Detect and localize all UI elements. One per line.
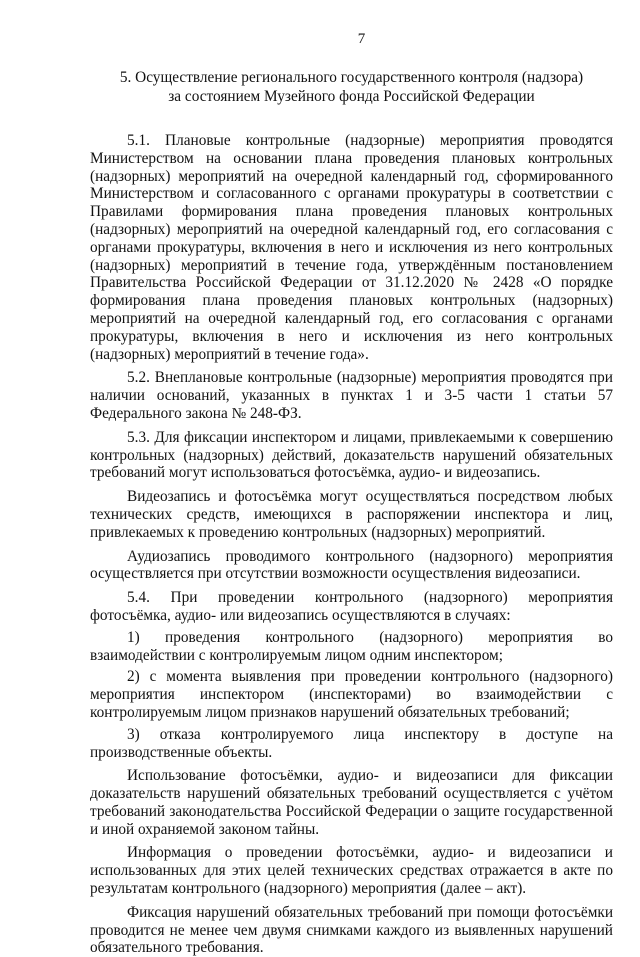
paragraph-5-1: 5.1. Плановые контрольные (надзорные) мероприятия проводятся Министерством на основании плана проведения плановых контрольных (надзорных) мероприятий на очередной календарный год, сформированного Министерством и согласованного с органами прокуратуры в соответствии с Правилами формирования плана проведения плановых контрольных (надзорных) мероприятий на очередной календарный год, его согласования с органами прокуратуры, включения в него и исключения из него контрольных (надзорных) мероприятий в течение года, утверждённым постановлением Правительства Российской Федерации от 31.12.2020 № 2428 «О порядке формирования плана проведения плановых контрольных (надзорных) мероприятий на очередной календарный год, его согласования с органами прокуратуры, включения в него и исключения из него контрольных (надзорных) мероприятий в течение года». <box>90 132 613 363</box>
paragraph-information: Информация о проведении фотосъёмки, аудио- и видеозаписи и использованных для этих целей технических средствах отражается в акте по результатам контрольного (надзорного) мероприятия (далее – акт). <box>90 844 613 898</box>
section-heading <box>90 68 613 106</box>
paragraph-usage: Использование фотосъёмки, аудио- и видеозаписи для фиксации доказательств нарушений обязательных требований осуществляется с учётом требований законодательства Российской Федерации о защите государственной и иной охраняемой законом тайны. <box>90 767 613 838</box>
list-item-3: 3) отказа контролируемого лица инспектору в доступе на производственные объекты. <box>90 725 613 761</box>
paragraph-5-2: 5.2. Внеплановые контрольные (надзорные) мероприятия проводятся при наличии оснований, указанных в пунктах 1 и 3-5 части 1 статьи 57 Федерального закона № 248-ФЗ. <box>90 369 613 422</box>
page-number: 7 <box>357 31 366 47</box>
list-item-1: 1) проведения контрольного (надзорного) мероприятия во взаимодействии с контролируемым лицом одним инспектором; <box>90 628 613 664</box>
paragraph-audio: Аудиозапись проводимого контрольного (надзорного) мероприятия осуществляется при отсутствии возможности осуществления видеозаписи. <box>90 547 613 583</box>
paragraph-video-photo: Видеозапись и фотосъёмка могут осуществляться посредством любых технических средств, имеющихся в распоряжении инспектора и лиц, привлекаемых к проведению контрольных (надзорных) мероприятий. <box>90 488 613 541</box>
paragraph-5-4: 5.4. При проведении контрольного (надзорного) мероприятия фотосъёмка, аудио- или видеозапись осуществляются в случаях: <box>90 589 613 624</box>
paragraph-5-3: 5.3. Для фиксации инспектором и лицами, привлекаемыми к совершению контрольных (надзорных) действий, доказательств нарушений обязательных требований могут использоваться фотосъёмка, аудио- и видеозапись. <box>90 428 613 482</box>
section-heading-line-1: 5. Осуществление регионального государственного контроля (надзора) <box>119 69 584 86</box>
section-heading-line-2: за состоянием Музейного фонда Российской Федерации <box>168 88 535 105</box>
list-item-2: 2) с момента выявления при проведении контрольного (надзорного) мероприятия инспектором (инспекторами) во взаимодействии с контролируемым лицом признаков нарушений обязательных требований; <box>90 668 613 721</box>
paragraph-fixation: Фиксация нарушений обязательных требований при помощи фотосъёмки проводится не менее чем двумя снимками каждого из выявленных нарушений обязательного требования. <box>90 903 613 957</box>
